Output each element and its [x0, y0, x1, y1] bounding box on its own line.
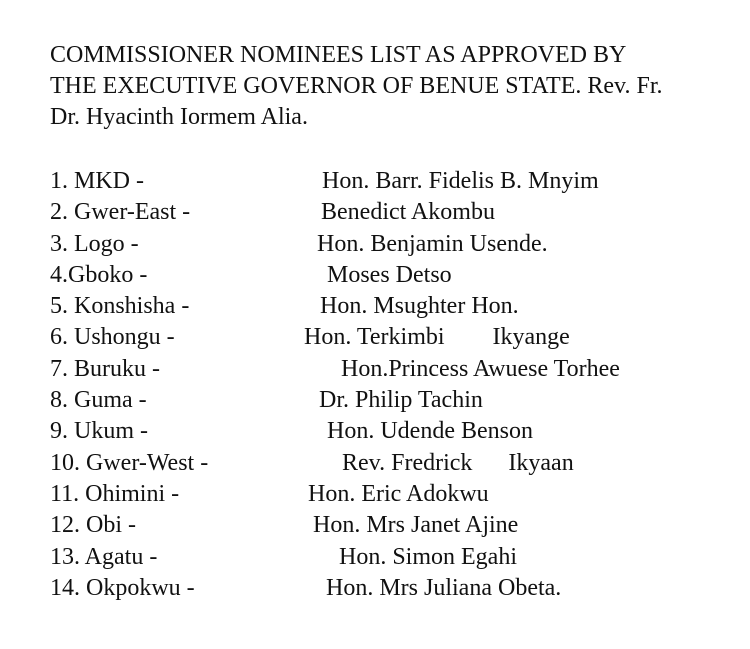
nominee-row-guma — [0, 385, 750, 416]
nominee-row-okpokwu — [0, 573, 750, 604]
lga-label: 12. Obi - — [50, 512, 136, 539]
nominee-name: Hon. Mrs Juliana Obeta. — [326, 574, 562, 601]
nominee-row-gwer-west — [0, 448, 750, 479]
nominee-name: Hon. Mrs Janet Ajine — [313, 512, 519, 539]
nominee-name: Hon.Princess Awuese Torhee — [341, 355, 620, 382]
nominee-name: Hon. Terkimbi Ikyange — [304, 324, 570, 351]
nominee-name: Dr. Philip Tachin — [319, 387, 483, 414]
nominee-name: Moses Detso — [327, 261, 452, 288]
nominee-row-konshisha — [0, 291, 750, 322]
lga-label: 1. MKD - — [50, 168, 144, 194]
heading-line-3: Dr. Hyacinth Iormem Alia. — [50, 104, 308, 130]
document-heading — [50, 40, 746, 133]
lga-label: 4.Gboko - — [50, 261, 148, 288]
nominee-row-ukum — [0, 416, 750, 447]
lga-label: 13. Agatu - — [50, 543, 158, 570]
nominee-row-buruku — [0, 354, 750, 385]
nominee-name: Hon. Eric Adokwu — [308, 480, 489, 507]
heading-line-1: COMMISSIONER NOMINEES LIST AS APPROVED BY — [50, 42, 627, 68]
nominee-name: Benedict Akombu — [321, 199, 495, 226]
nominee-list — [0, 166, 750, 604]
lga-label: 8. Guma - — [50, 387, 147, 414]
nominee-row-ohimini — [0, 479, 750, 510]
nominee-row-gwer-east — [0, 197, 750, 228]
nominee-row-mkd — [0, 166, 750, 197]
nominee-row-agatu — [0, 542, 750, 573]
lga-label: 3. Logo - — [50, 230, 139, 257]
lga-label: 10. Gwer-West - — [50, 449, 209, 476]
nominee-name: Hon. Barr. Fidelis B. Mnyim — [322, 168, 599, 194]
nominee-name: Hon. Udende Benson — [327, 418, 533, 445]
nominee-name: Hon. Benjamin Usende. — [317, 230, 548, 257]
lga-label: 5. Konshisha - — [50, 293, 190, 320]
nominee-row-ushongu — [0, 322, 750, 353]
lga-label: 6. Ushongu - — [50, 324, 175, 351]
lga-label: 14. Okpokwu - — [50, 574, 195, 601]
nominee-name: Hon. Msughter Hon. — [320, 293, 519, 320]
nominee-name: Rev. Fredrick Ikyaan — [342, 449, 574, 476]
heading-line-2: THE EXECUTIVE GOVERNOR OF BENUE STATE. Rev. Fr. — [50, 73, 663, 99]
lga-label: 9. Ukum - — [50, 418, 148, 445]
nominee-row-logo — [0, 229, 750, 260]
nominee-row-obi — [0, 510, 750, 541]
lga-label: 11. Ohimini - — [50, 480, 180, 507]
nominee-name: Hon. Simon Egahi — [339, 543, 517, 570]
nominee-row-gboko — [0, 260, 750, 291]
lga-label: 2. Gwer-East - — [50, 199, 191, 226]
lga-label: 7. Buruku - — [50, 355, 160, 382]
